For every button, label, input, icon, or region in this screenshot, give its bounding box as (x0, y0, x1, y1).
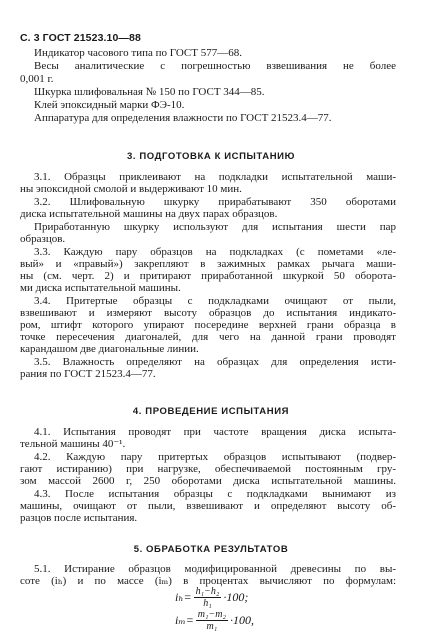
text-line: Аппаратура для определения влажности по ГОСТ 21523.4—77. (34, 112, 332, 124)
section-heading: 3. ПОДГОТОВКА К ИСПЫТАНИЮ (127, 151, 295, 162)
text-line: вый» и «правый») закрепляют в зажимных рамках рычага маши- (20, 258, 396, 270)
text-line: Шкурка шлифовальная № 150 по ГОСТ 344—85. (34, 86, 265, 98)
formula-rhs: ·100; (223, 589, 249, 604)
text-line: взвешивают и измеряют высоту образцов до испытания индикато- (20, 307, 396, 319)
section-heading: 4. ПРОВЕДЕНИЕ ИСПЫТАНИЯ (132, 406, 290, 417)
text-line: разцов после испытания. (20, 512, 138, 524)
text-line: тельной машины 40⁻¹. (20, 438, 126, 450)
formula-lhs: iₘ= (175, 612, 194, 627)
text-line: Индикатор часового типа по ГОСТ 577—68. (34, 47, 242, 59)
section-heading: 5. ОБРАБОТКА РЕЗУЛЬТАТОВ (133, 544, 289, 555)
text-line: 3.3. Каждую пару образцов на подкладках (с пометами «ле- (34, 246, 396, 258)
text-line: машины, очищают от пыли, взвешивают и определяют высоту об- (20, 500, 396, 512)
text-line: 3.2. Шлифовальную шкурку прирабатывают 350 оборотами (34, 196, 396, 208)
formula-fraction (196, 610, 228, 632)
formula-fraction (194, 587, 222, 609)
text-line: Весы аналитические с погрешностью взвешивания не более (34, 60, 396, 72)
text-line: карандашом две диагональные линии. (20, 343, 199, 355)
formula-rhs: ·100, (229, 612, 254, 627)
text-line: диска испытательной машины на двух парах образцов. (20, 208, 278, 220)
text-line: Клей эпоксидный марки ФЭ-10. (34, 99, 185, 111)
formula-mass-abrasion (175, 610, 254, 632)
text-line: 3.5. Влажность определяют на образцах для определения исти- (34, 356, 396, 368)
text-line: 0,001 г. (20, 73, 54, 85)
text-line: ны эпоксидной смолой и выдерживают 10 мин. (20, 183, 242, 195)
page-header: С. 3 ГОСТ 21523.10—88 (20, 32, 141, 44)
formula-height-abrasion (175, 587, 248, 609)
text-line: Приработанную шкурку используют для испытания шести пар (34, 221, 396, 233)
text-line: гают истиранию) при нагрузке, обеспечиваемой постоянным гру- (20, 463, 396, 475)
text-line: 5.1. Истирание образцов модифицированной древесины по вы- (34, 563, 396, 575)
formula-lhs: iₕ= (175, 589, 192, 604)
text-line: 4.3. После испытания образцы с подкладками вынимают из (34, 488, 396, 500)
text-line: точке пересечения диагоналей, для чего на данной грани проводят (20, 331, 396, 343)
formula-numerator: m₁−m₂ (197, 609, 226, 620)
formula-numerator: h₁−h₂ (195, 586, 220, 597)
text-line: ром, штифт которого упирают посередине верхней грани образца в (20, 319, 396, 331)
text-line: зом массой 2600 г, 250 оборотами диска испытательной машины. (20, 475, 396, 487)
text-line: ны (см. черт. 2) и притирают приработанной шкуркой 50 оборота- (20, 270, 396, 282)
text-line: соте (iₕ) и по массе (iₘ) в процентах вычисляют по формулам: (20, 575, 396, 587)
text-line: 3.1. Образцы приклеивают на подкладки испытательной маши- (34, 171, 396, 183)
formula-denominator: m₁ (206, 621, 218, 632)
text-line: рания по ГОСТ 21523.4—77. (20, 368, 156, 380)
text-line: образцов. (20, 233, 66, 245)
text-line: 4.2. Каждую пару притертых образцов испытывают (подвер- (34, 451, 396, 463)
formula-denominator: h₁ (203, 598, 212, 609)
text-line: 3.4. Притертые образцы с подкладками очищают от пыли, (34, 295, 396, 307)
text-line: ми диска испытательной машины. (20, 282, 181, 294)
text-line: 4.1. Испытания проводят при частоте вращения диска испыта- (34, 426, 396, 438)
